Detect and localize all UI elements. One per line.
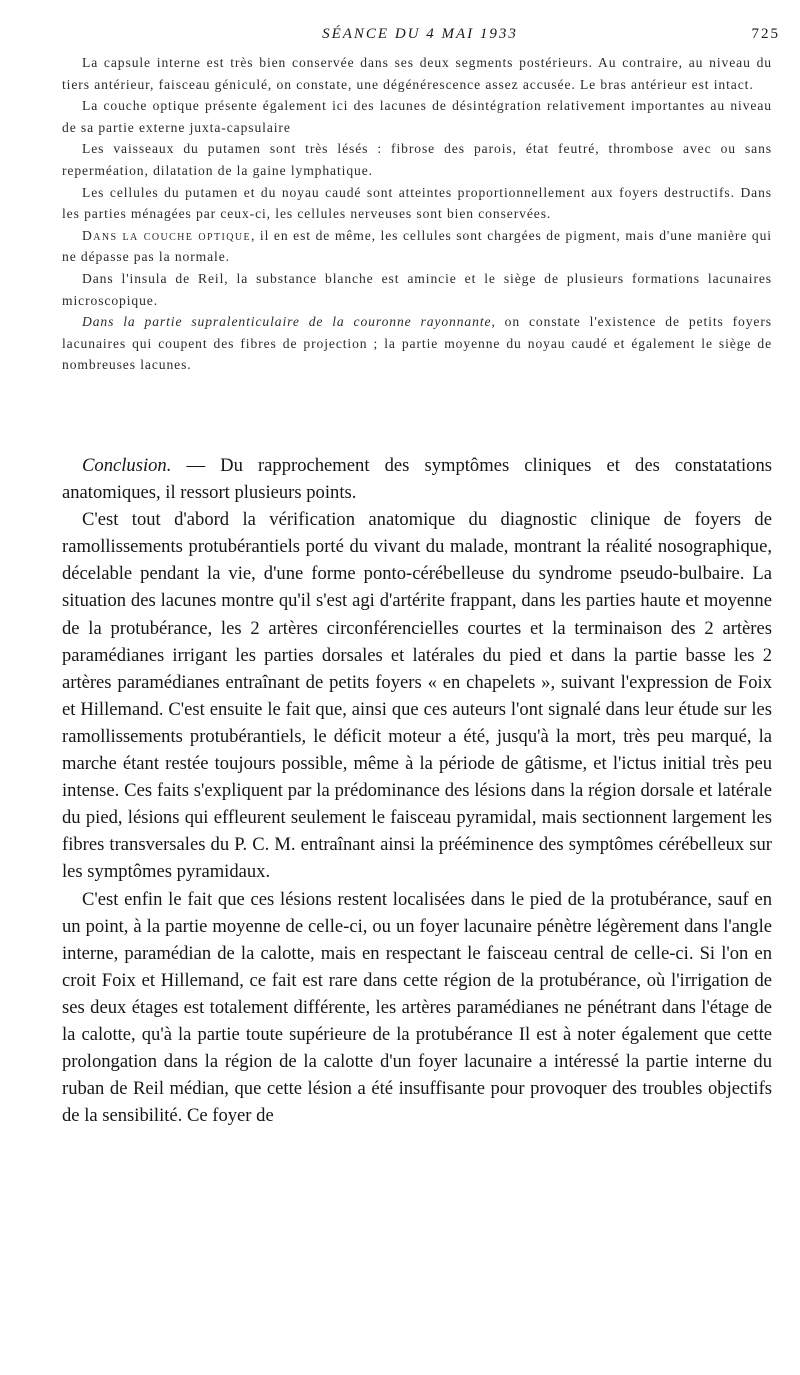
optic-layer-rest: , il en est de même, les cellules sont chargées de pigment, mais d'une manière qui ne dépasse pas la normale. [62,227,772,265]
paragraph-conclusion-intro [62,452,772,506]
paragraph-lesion-localisation: C'est enfin le fait que ces lésions restent localisées dans le pied de la protubérance, sauf en un point, à la partie moyenne de celle-ci, ou un foyer lacunaire pénètre légèrement dans l'angle interne, paramédian de la calotte, mais en respectant le faisceau central de celle-ci. Si l'on en croit Foix et Hillemand, ce fait est rare dans cette région de la protubérance, où l'irrigation de ses deux étages est totalement différente, les artères paramédianes ne pénétrant dans l'étage de la calotte, qu'à la partie toute supérieure de la protubérance Il est à noter également que cette prolongation dans la région de la calotte d'un foyer lacunaire a intéressé la partie interne du ruban de Reil médian, que cette lésion a été insuffisante pour provoquer des troubles objectifs de la sensibilité. Ce foyer de [62,888,772,1127]
pathology-findings-block [62,52,772,376]
running-head-title: SÉANCE DU 4 MAI 1933 [322,26,518,42]
optic-layer-lead: Dans la couche optique [82,227,251,243]
paragraph-corona-radiata [62,311,772,376]
paragraph-putamen-vessels: Les vaisseaux du putamen sont très lésés : fibrose des parois, état feutré, thrombose avec ou sans reperméation, dilatation de la gaine lymphatique. [62,141,772,178]
paragraph-optic-layer-lacunes: La couche optique présente également ici des lacunes de désintégration relativement importantes au niveau de sa partie externe juxta-capsulaire [62,98,772,135]
conclusion-intro-rest: — Du rapprochement des symptômes cliniques et des constatations anatomiques, il ressort plusieurs points. [62,455,772,504]
paragraph-anatomical-verification: C'est tout d'abord la vérification anatomique du diagnostic clinique de foyers de ramollissements protubérantiels porté du vivant du malade, montrant la réalité nosographique, décelable pendant la vie, d'une forme ponto-cérébelleuse du syndrome pseudo-bulbaire. La situation des lacunes montre qu'il s'est agi d'artérite frappant, dans les parties haute et moyenne de la protubérance, les 2 artères circonférencielles courtes et la terminaison des 2 artères paramédianes irrigant les parties dorsales et latérales du pied et dans la partie basse les 2 artères paramédianes entraînant de petits foyers « en chapelets », suivant l'expression de Foix et Hillemand. C'est ensuite le fait que, ainsi que ces auteurs l'ont signalé dans leur étude sur les ramollissements protubérantiels, le déficit moteur a été, jusqu'à la mort, très peu marqué, la marche étant restée toujours possible, même à la période de gâtisme, et l'ictus initial très peu intense. Ces faits s'expliquent par la prédominance des lésions dans la région dorsale et latérale du pied, lésions qui effleurent seulement le faisceau pyramidal, mais sectionnent largement les fibres transversales du P. C. M. entraînant ainsi la prééminence des symptômes cérébelleux sur les symptômes pyramidaux. [62,509,772,883]
paragraph-optic-layer-cells [62,225,772,268]
page-number: 725 [751,26,780,42]
running-head [60,26,780,46]
conclusion-block [62,452,772,1129]
paragraph-internal-capsule: La capsule interne est très bien conservée dans ses deux segments postérieurs. Au contraire, au niveau du tiers antérieur, faisceau géniculé, on constate, une dégénérescence assez accusée. Le bras antérieur est intact. [62,55,772,92]
conclusion-label: Conclusion. [82,455,172,476]
corona-radiata-lead: Dans la partie supralenticulaire de la couronne rayonnante [82,314,492,330]
corona-radiata-rest: , on constate l'existence de petits foyers lacunaires qui coupent des fibres de projection ; la partie moyenne du noyau caudé et également le siège de nombreuses lacunes. [62,314,772,373]
paragraph-insula: Dans l'insula de Reil, la substance blanche est amincie et le siège de plusieurs formations lacunaires microscopique. [62,270,772,308]
paragraph-putamen-cells: Les cellules du putamen et du noyau caudé sont atteintes proportionnellement aux foyers destructifs. Dans les parties ménagées par ceux-ci, les cellules nerveuses sont bien conservées. [62,184,772,222]
